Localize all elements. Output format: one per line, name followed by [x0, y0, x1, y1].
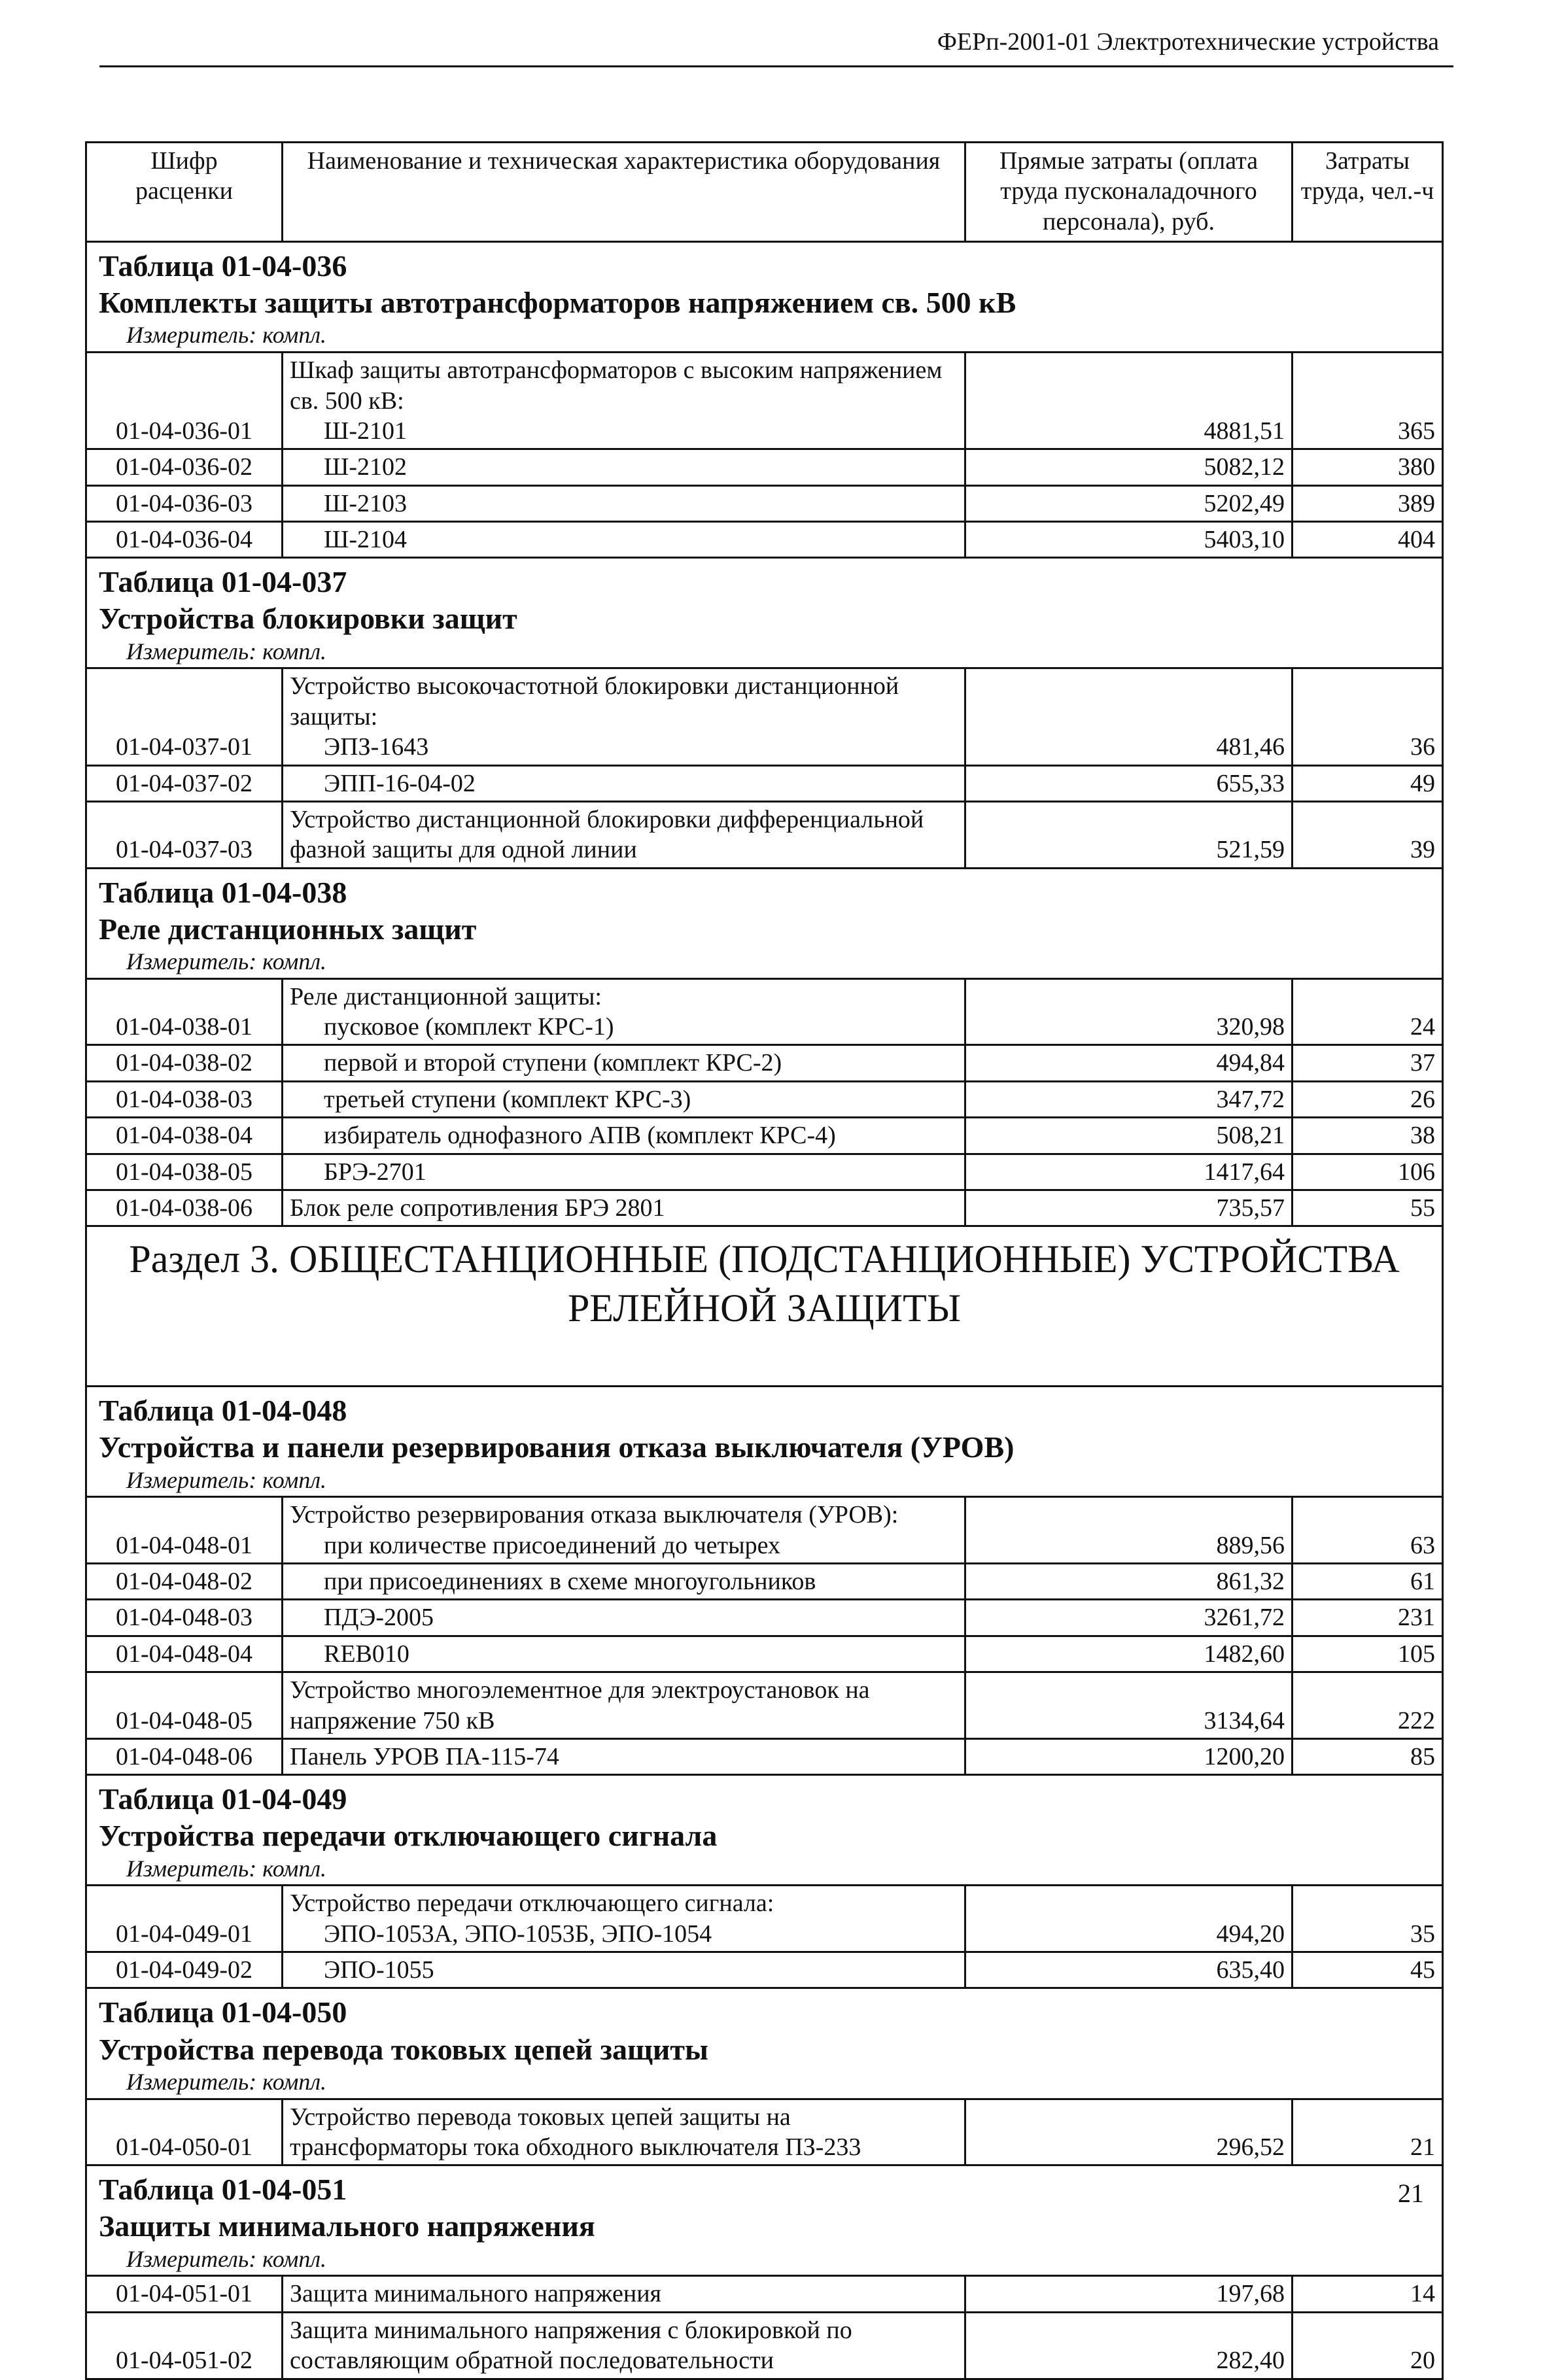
- row-labor: 389: [1293, 485, 1443, 521]
- row-labor: 37: [1293, 1045, 1443, 1081]
- row-name: Блок реле сопротивления БРЭ 2801: [283, 1190, 965, 1226]
- col-header-name: Наименование и техническая характеристика оборудования: [283, 143, 965, 242]
- row-labor: 45: [1293, 1952, 1443, 1988]
- row-name: Защита минимального напряжения: [283, 2276, 965, 2312]
- row-name: Ш-2101: [324, 417, 407, 445]
- table-title-cell: [86, 1988, 1443, 2068]
- row-cost: 282,40: [965, 2312, 1293, 2379]
- row-cost: 481,46: [965, 668, 1293, 765]
- table-row: [86, 2312, 1443, 2379]
- section-heading-line-2: РЕЛЕЙНОЙ ЗАЩИТЫ: [567, 1286, 962, 1330]
- row-cost: 3261,72: [965, 1600, 1293, 1636]
- table-row: [86, 449, 1443, 485]
- row-cost: 861,32: [965, 1564, 1293, 1600]
- measure-row: [86, 638, 1443, 668]
- table-title: Защиты минимального напряжения: [99, 2209, 595, 2243]
- row-code: 01-04-037-02: [86, 765, 283, 801]
- table-row: [86, 1738, 1443, 1774]
- row-name: первой и второй ступени (комплект КРС-2): [283, 1045, 965, 1081]
- table-row: [86, 1600, 1443, 1636]
- table-row: [86, 765, 1443, 801]
- table-row: [86, 978, 1443, 1045]
- row-cost: 197,68: [965, 2276, 1293, 2312]
- table-body-part-1: [86, 242, 1443, 1226]
- table-row: [86, 668, 1443, 765]
- row-code: 01-04-036-02: [86, 449, 283, 485]
- row-code: 01-04-048-06: [86, 1738, 283, 1774]
- measure-cell: [86, 1855, 1443, 1886]
- table-row: [86, 1081, 1443, 1117]
- row-name: Ш-2103: [283, 485, 965, 521]
- row-cost: 5403,10: [965, 522, 1293, 558]
- table-title-row: [86, 1775, 1443, 1855]
- row-cost: 320,98: [965, 978, 1293, 1045]
- row-cost: 296,52: [965, 2099, 1293, 2165]
- row-labor: 20: [1293, 2312, 1443, 2379]
- row-name: третьей ступени (комплект КРС-3): [283, 1081, 965, 1117]
- measure-row: [86, 2245, 1443, 2276]
- measure-unit: компл.: [262, 322, 327, 349]
- group-heading: Устройство резервирования отказа выключателя (УРОВ):: [290, 1501, 899, 1529]
- row-cost: 347,72: [965, 1081, 1293, 1117]
- table-title-row: [86, 1387, 1443, 1466]
- measure-cell: [86, 2245, 1443, 2276]
- row-name: ЭПО-1055: [283, 1952, 965, 1988]
- row-code: 01-04-037-03: [86, 801, 283, 868]
- table-title: Устройства блокировки защит: [99, 602, 517, 636]
- table-row: [86, 801, 1443, 868]
- column-header-row: [86, 143, 1443, 242]
- table-body-part-2: [86, 1387, 1443, 2379]
- measure-label: Измеритель:: [126, 322, 257, 349]
- row-labor: 222: [1293, 1672, 1443, 1739]
- table-title-row: [86, 242, 1443, 322]
- row-code: 01-04-049-01: [86, 1886, 283, 1952]
- row-cost: 494,84: [965, 1045, 1293, 1081]
- row-cost: 1417,64: [965, 1154, 1293, 1190]
- row-labor: 26: [1293, 1081, 1443, 1117]
- row-name-cell: [283, 668, 965, 765]
- measure-cell: [86, 1466, 1443, 1497]
- measure-row: [86, 948, 1443, 978]
- row-name-cell: [283, 353, 965, 449]
- col-header-cost: Прямые затраты (оплата труда пусконаладочного персонала), руб.: [965, 143, 1293, 242]
- table-row: [86, 522, 1443, 558]
- table-title: Реле дистанционных защит: [99, 912, 477, 946]
- table-number: Таблица 01-04-038: [99, 875, 347, 909]
- section-heading-line-1: Раздел 3. ОБЩЕСТАНЦИОННЫЕ (ПОДСТАНЦИОННЫЕ) УСТРОЙСТВА: [129, 1237, 1400, 1281]
- measure-unit: компл.: [262, 638, 327, 664]
- row-code: 01-04-038-05: [86, 1154, 283, 1190]
- col-header-labor: Затраты труда, чел.-ч: [1293, 143, 1443, 242]
- table-number: Таблица 01-04-036: [99, 249, 347, 283]
- table-number: Таблица 01-04-048: [99, 1394, 347, 1428]
- col-header-code: Шифр расценки: [86, 143, 283, 242]
- table-row: [86, 1190, 1443, 1226]
- row-code: 01-04-050-01: [86, 2099, 283, 2165]
- row-code: 01-04-037-01: [86, 668, 283, 765]
- table-number: Таблица 01-04-049: [99, 1782, 347, 1816]
- row-labor: 36: [1293, 668, 1443, 765]
- row-name: ЭПЗ-1643: [324, 733, 429, 761]
- table-row: [86, 353, 1443, 449]
- row-name-cell: [283, 1886, 965, 1952]
- measure-cell: [86, 948, 1443, 978]
- row-code: 01-04-038-01: [86, 978, 283, 1045]
- section-block: [86, 1226, 1443, 1387]
- row-name: Устройство дистанционной блокировки дифференциальной фазной защиты для одной линии: [283, 801, 965, 868]
- table-title-cell: [86, 242, 1443, 322]
- measure-row: [86, 321, 1443, 352]
- measure-unit: компл.: [262, 2245, 327, 2272]
- row-code: 01-04-036-03: [86, 485, 283, 521]
- group-heading: Шкаф защиты автотрансформаторов с высоким напряжением св. 500 кВ:: [290, 356, 943, 415]
- row-labor: 231: [1293, 1600, 1443, 1636]
- row-name: при количестве присоединений до четырех: [324, 1531, 781, 1559]
- row-code: 01-04-038-06: [86, 1190, 283, 1226]
- row-cost: 3134,64: [965, 1672, 1293, 1739]
- row-labor: 38: [1293, 1118, 1443, 1154]
- row-cost: 521,59: [965, 801, 1293, 868]
- table-row: [86, 1497, 1443, 1564]
- row-name: пусковое (комплект КРС-1): [324, 1013, 614, 1041]
- row-cost: 4881,51: [965, 353, 1293, 449]
- table-title-cell: [86, 558, 1443, 638]
- row-name-cell: [283, 978, 965, 1045]
- table-row: [86, 1636, 1443, 1672]
- table-title-cell: [86, 1775, 1443, 1855]
- page-number: 21: [1398, 2179, 1424, 2208]
- measure-cell: [86, 638, 1443, 668]
- row-code: 01-04-048-04: [86, 1636, 283, 1672]
- row-code: 01-04-038-04: [86, 1118, 283, 1154]
- row-name: ПДЭ-2005: [283, 1600, 965, 1636]
- table-row: [86, 1672, 1443, 1739]
- row-name: Ш-2102: [283, 449, 965, 485]
- row-cost: 508,21: [965, 1118, 1293, 1154]
- table-row: [86, 1045, 1443, 1081]
- row-cost: 735,57: [965, 1190, 1293, 1226]
- measure-label: Измеритель:: [126, 2245, 257, 2272]
- row-name: Ш-2104: [283, 522, 965, 558]
- table-title: Комплекты защиты автотрансформаторов напряжением св. 500 кВ: [99, 286, 1016, 320]
- table-title: Устройства перевода токовых цепей защиты: [99, 2032, 708, 2066]
- table-title-row: [86, 558, 1443, 638]
- table-row: [86, 485, 1443, 521]
- table-title: Устройства и панели резервирования отказа выключателя (УРОВ): [99, 1430, 1015, 1464]
- row-code: 01-04-036-01: [86, 353, 283, 449]
- row-name: Панель УРОВ ПА-115-74: [283, 1738, 965, 1774]
- measure-unit: компл.: [262, 948, 327, 974]
- row-name: ЭПП-16-04-02: [283, 765, 965, 801]
- measure-label: Измеритель:: [126, 2068, 257, 2095]
- measure-cell: [86, 2068, 1443, 2099]
- measure-unit: компл.: [262, 1466, 327, 1493]
- row-labor: 14: [1293, 2276, 1443, 2312]
- row-labor: 61: [1293, 1564, 1443, 1600]
- section-heading-row: [86, 1226, 1443, 1387]
- row-code: 01-04-051-01: [86, 2276, 283, 2312]
- row-cost: 1200,20: [965, 1738, 1293, 1774]
- row-labor: 380: [1293, 449, 1443, 485]
- row-cost: 5202,49: [965, 485, 1293, 521]
- row-labor: 49: [1293, 765, 1443, 801]
- table-number: Таблица 01-04-050: [99, 1995, 347, 2029]
- row-cost: 889,56: [965, 1497, 1293, 1564]
- row-labor: 24: [1293, 978, 1443, 1045]
- row-name: Устройство перевода токовых цепей защиты на трансформаторы тока обходного выключателя ПЗ-233: [283, 2099, 965, 2165]
- row-labor: 39: [1293, 801, 1443, 868]
- group-heading: Устройство высокочастотной блокировки дистанционной защиты:: [290, 672, 899, 731]
- measure-row: [86, 1466, 1443, 1497]
- row-code: 01-04-049-02: [86, 1952, 283, 1988]
- row-cost: 655,33: [965, 765, 1293, 801]
- row-cost: 1482,60: [965, 1636, 1293, 1672]
- row-code: 01-04-048-03: [86, 1600, 283, 1636]
- table-row: [86, 1118, 1443, 1154]
- measure-label: Измеритель:: [126, 638, 257, 664]
- row-name-cell: [283, 1497, 965, 1564]
- row-name: избиратель однофазного АПВ (комплект КРС-4): [283, 1118, 965, 1154]
- table-row: [86, 1564, 1443, 1600]
- measure-row: [86, 1855, 1443, 1886]
- row-cost: 635,40: [965, 1952, 1293, 1988]
- measure-unit: компл.: [262, 1855, 327, 1882]
- row-name: БРЭ-2701: [283, 1154, 965, 1190]
- table-row: [86, 1154, 1443, 1190]
- table-title-row: [86, 868, 1443, 948]
- row-cost: 5082,12: [965, 449, 1293, 485]
- row-code: 01-04-051-02: [86, 2312, 283, 2379]
- table-row: [86, 1886, 1443, 1952]
- row-code: 01-04-048-02: [86, 1564, 283, 1600]
- table-row: [86, 2276, 1443, 2312]
- row-labor: 404: [1293, 522, 1443, 558]
- table-title-row: [86, 1988, 1443, 2068]
- measure-label: Измеритель:: [126, 1855, 257, 1882]
- row-labor: 105: [1293, 1636, 1443, 1672]
- row-name: ЭПО-1053А, ЭПО-1053Б, ЭПО-1054: [324, 1920, 712, 1948]
- row-code: 01-04-038-02: [86, 1045, 283, 1081]
- row-name: Защита минимального напряжения с блокировкой по составляющим обратной последовательности: [283, 2312, 965, 2379]
- table-row: [86, 2099, 1443, 2165]
- measure-cell: [86, 321, 1443, 352]
- table-title-row: [86, 2165, 1443, 2245]
- row-labor: 63: [1293, 1497, 1443, 1564]
- row-name: при присоединениях в схеме многоугольников: [283, 1564, 965, 1600]
- measure-label: Измеритель:: [126, 948, 257, 974]
- row-code: 01-04-048-05: [86, 1672, 283, 1739]
- section-heading: [86, 1226, 1443, 1387]
- table-number: Таблица 01-04-051: [99, 2173, 347, 2207]
- row-labor: 21: [1293, 2099, 1443, 2165]
- table-title-cell: [86, 868, 1443, 948]
- price-table: [85, 141, 1444, 2380]
- row-labor: 35: [1293, 1886, 1443, 1952]
- running-title: ФЕРп-2001-01 Электротехнические устройства: [937, 28, 1439, 56]
- row-labor: 85: [1293, 1738, 1443, 1774]
- measure-row: [86, 2068, 1443, 2099]
- group-heading: Реле дистанционной защиты:: [290, 982, 602, 1010]
- table-row: [86, 1952, 1443, 1988]
- row-code: 01-04-036-04: [86, 522, 283, 558]
- row-labor: 106: [1293, 1154, 1443, 1190]
- table-title-cell: [86, 1387, 1443, 1466]
- row-name: Устройство многоэлементное для электроустановок на напряжение 750 кВ: [283, 1672, 965, 1739]
- row-labor: 55: [1293, 1190, 1443, 1226]
- table-number: Таблица 01-04-037: [99, 565, 347, 599]
- row-cost: 494,20: [965, 1886, 1293, 1952]
- measure-label: Измеритель:: [126, 1466, 257, 1493]
- group-heading: Устройство передачи отключающего сигнала:: [290, 1889, 774, 1918]
- measure-unit: компл.: [262, 2068, 327, 2095]
- row-code: 01-04-038-03: [86, 1081, 283, 1117]
- table-title: Устройства передачи отключающего сигнала: [99, 1819, 718, 1853]
- table-title-cell: [86, 2165, 1443, 2245]
- header-rule: [99, 65, 1453, 67]
- row-name: REB010: [283, 1636, 965, 1672]
- row-code: 01-04-048-01: [86, 1497, 283, 1564]
- row-labor: 365: [1293, 353, 1443, 449]
